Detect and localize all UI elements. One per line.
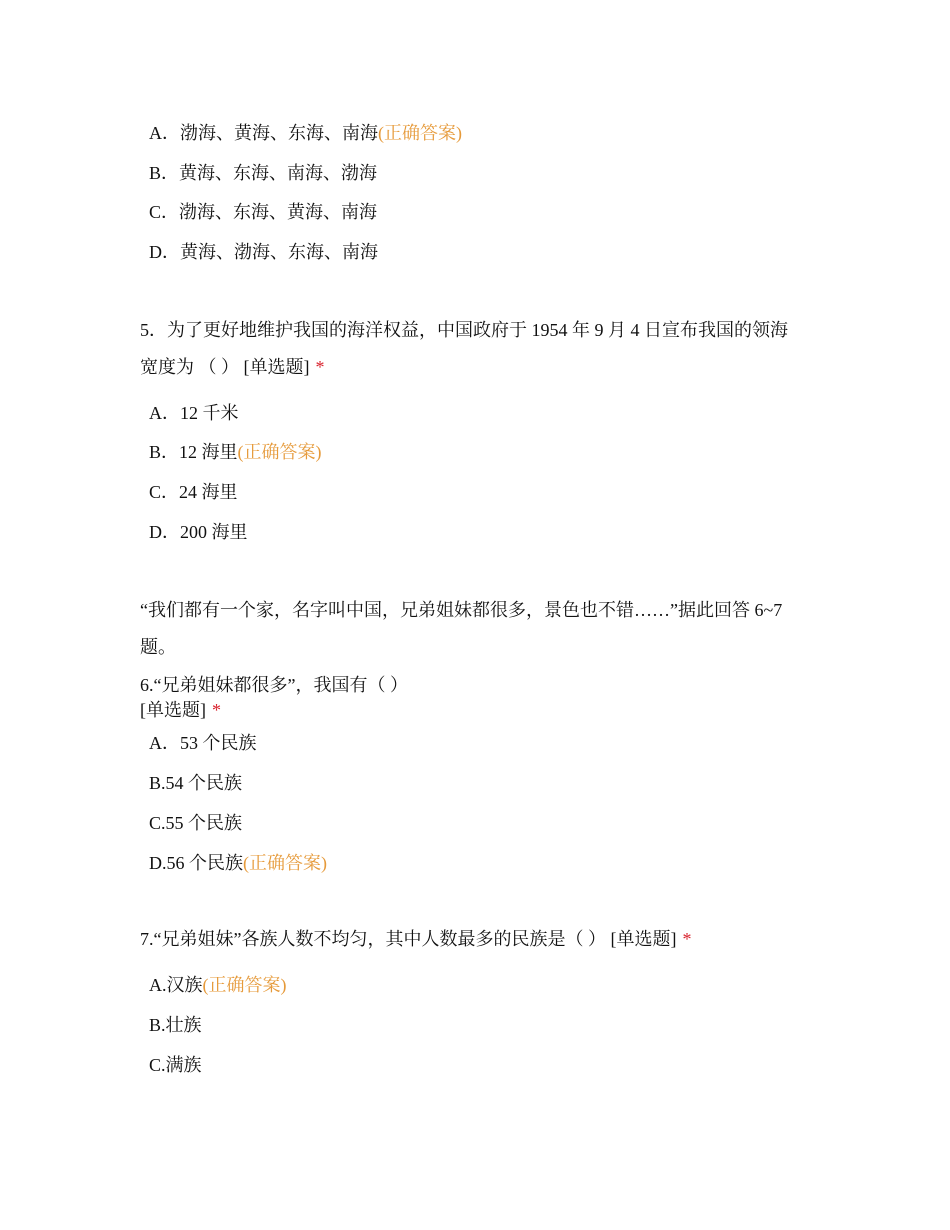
- correct-answer-tag: (正确答案): [202, 975, 287, 995]
- q5-option-a-text: A．12 千米: [149, 403, 239, 423]
- q4-option-b[interactable]: [149, 161, 377, 185]
- q5-question-text-1: 5．为了更好地维护我国的海洋权益，中国政府于 1954 年 9 月 4 日宣布我国的领海: [140, 320, 788, 340]
- q7-option-b[interactable]: [149, 1013, 202, 1037]
- q5-option-a[interactable]: [149, 401, 239, 425]
- q4-option-c-text: C．渤海、东海、黄海、南海: [149, 202, 378, 222]
- passage-text-2: 题。: [140, 637, 176, 657]
- q6-option-b[interactable]: [149, 771, 242, 795]
- q6-option-b-text: B.54 个民族: [149, 773, 243, 793]
- q7-option-c-text: C.满族: [149, 1055, 202, 1075]
- q6-option-d[interactable]: [149, 851, 327, 875]
- q6-type-line: [140, 698, 221, 722]
- q6-option-c-text: C.55 个民族: [149, 813, 243, 833]
- q6-option-a-text: A．53 个民族: [149, 733, 257, 753]
- q6-question-line: [140, 673, 408, 697]
- q6-option-a[interactable]: [149, 731, 257, 755]
- q6-question-text: 6.“兄弟姐妹都很多”，我国有（ ）: [140, 675, 408, 695]
- q5-option-d-text: D．200 海里: [149, 522, 248, 542]
- correct-answer-tag: (正确答案): [378, 123, 462, 143]
- q5-question-text-2: 宽度为 （ ） [单选题]: [140, 357, 310, 377]
- q6-option-d-text: D.56 个民族: [149, 853, 243, 873]
- q4-option-a[interactable]: [149, 121, 462, 145]
- q5-question-line-2: [140, 355, 325, 379]
- q7-option-a[interactable]: [149, 973, 287, 997]
- passage-line-2: [140, 635, 176, 659]
- required-mark: *: [682, 929, 692, 949]
- q7-option-c[interactable]: [149, 1053, 202, 1077]
- q5-option-d[interactable]: [149, 520, 248, 544]
- q7-option-b-text: B.壮族: [149, 1015, 202, 1035]
- q4-option-d[interactable]: [149, 240, 378, 264]
- q5-option-b[interactable]: [149, 440, 322, 464]
- q4-option-b-text: B．黄海、东海、南海、渤海: [149, 163, 378, 183]
- required-mark: *: [212, 700, 221, 720]
- passage-line-1: [140, 598, 782, 622]
- q5-option-b-text: B．12 海里: [149, 442, 238, 462]
- correct-answer-tag: (正确答案): [243, 853, 327, 873]
- q6-option-c[interactable]: [149, 811, 242, 835]
- q4-option-c[interactable]: [149, 200, 377, 224]
- q6-type-label: [单选题]: [140, 700, 206, 720]
- correct-answer-tag: (正确答案): [237, 442, 322, 462]
- q4-option-a-text: A．渤海、黄海、东海、南海: [149, 123, 378, 143]
- passage-text-1: “我们都有一个家，名字叫中国，兄弟姐妹都很多，景色也不错……”据此回答 6~7: [140, 600, 783, 620]
- q5-question-line-1: [140, 318, 788, 342]
- q4-option-d-text: D．黄海、渤海、东海、南海: [149, 242, 378, 262]
- q7-question-line: [140, 927, 691, 951]
- q7-question-text: 7.“兄弟姐妹”各族人数不均匀，其中人数最多的民族是（ ） [单选题]: [140, 929, 677, 949]
- required-mark: *: [315, 357, 325, 377]
- q7-option-a-text: A.汉族: [149, 975, 203, 995]
- q5-option-c[interactable]: [149, 480, 238, 504]
- q5-option-c-text: C．24 海里: [149, 482, 238, 502]
